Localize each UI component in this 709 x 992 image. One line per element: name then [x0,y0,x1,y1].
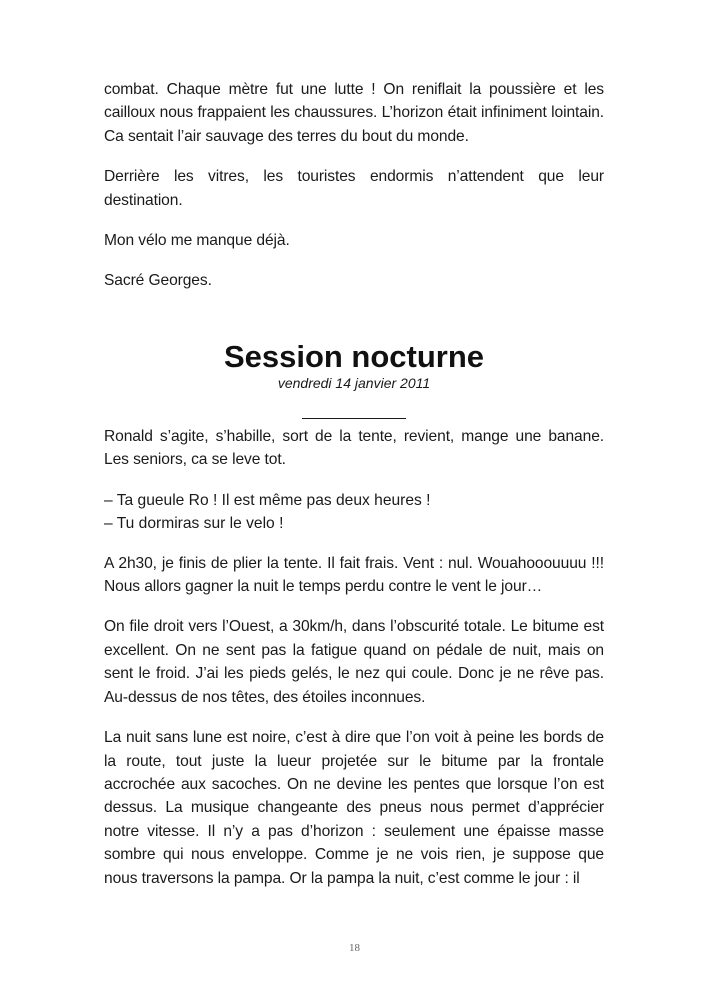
intro-paragraph-3: Mon vélo me manque déjà. [104,232,290,250]
body-paragraph-4: La nuit sans lune est noire, c’est à dire que l’on voit à peine les bords de la route, tout juste la lueur projetée sur le bitume par la frontale accrochée aux sacoches. On ne devine les pentes que lorsque l’on est dessus. La musique changeante des pneus nous permet d’apprécier notre vitesse. Il n’y a pas d’horizon : seulement une épaisse masse sombre qui nous enveloppe. Comme je ne vois rien, je suppose que nous traversons la pampa. Or la pampa la nuit, c’est comme le jour : il [104,729,604,887]
chapter-title: Session nocturne [223,338,485,374]
page-content [104,78,604,890]
dialogue-block [104,489,604,535]
chapter-date: vendredi 14 janvier 2011 [277,374,431,391]
dialogue-line-1: – Ta gueule Ro ! Il est même pas deux heures ! [104,491,431,509]
intro-paragraph-2: Derrière les vitres, les touristes endormis n’attendent que leur destination. [104,168,604,209]
body-paragraph-3: On file droit vers l’Ouest, a 30km/h, dans l’obscurité totale. Le bitume est excellent. On ne sent pas la fatigue quand on pédale de nuit, mais on sent le froid. J’ai les pieds gelés, le nez qui coule. Donc je ne rêve pas. Au-dessus de nos têtes, des étoiles inconnues. [104,618,604,706]
page-number: 18 [349,942,360,954]
body-paragraph-1: Ronald s’agite, s’habille, sort de la tente, revient, mange une banane. Les seniors, ca se leve tot. [104,427,604,469]
body-paragraph-2: A 2h30, je finis de plier la tente. Il fait frais. Vent : nul. Wouahooouuuu !!! Nous allors gagner la nuit le temps perdu contre le vent le jour… [104,554,604,596]
chapter-heading [104,340,604,419]
intro-paragraph-1: combat. Chaque mètre fut une lutte ! On reniflait la poussière et les cailloux nous frappaient les chaussures. L’horizon était infiniment lointain. Ca sentait l’air sauvage des terres du bout du monde. [104,81,604,145]
intro-paragraph-4: Sacré Georges. [104,272,212,290]
dialogue-line-2: – Tu dormiras sur le velo ! [104,514,284,532]
title-separator [302,406,406,419]
